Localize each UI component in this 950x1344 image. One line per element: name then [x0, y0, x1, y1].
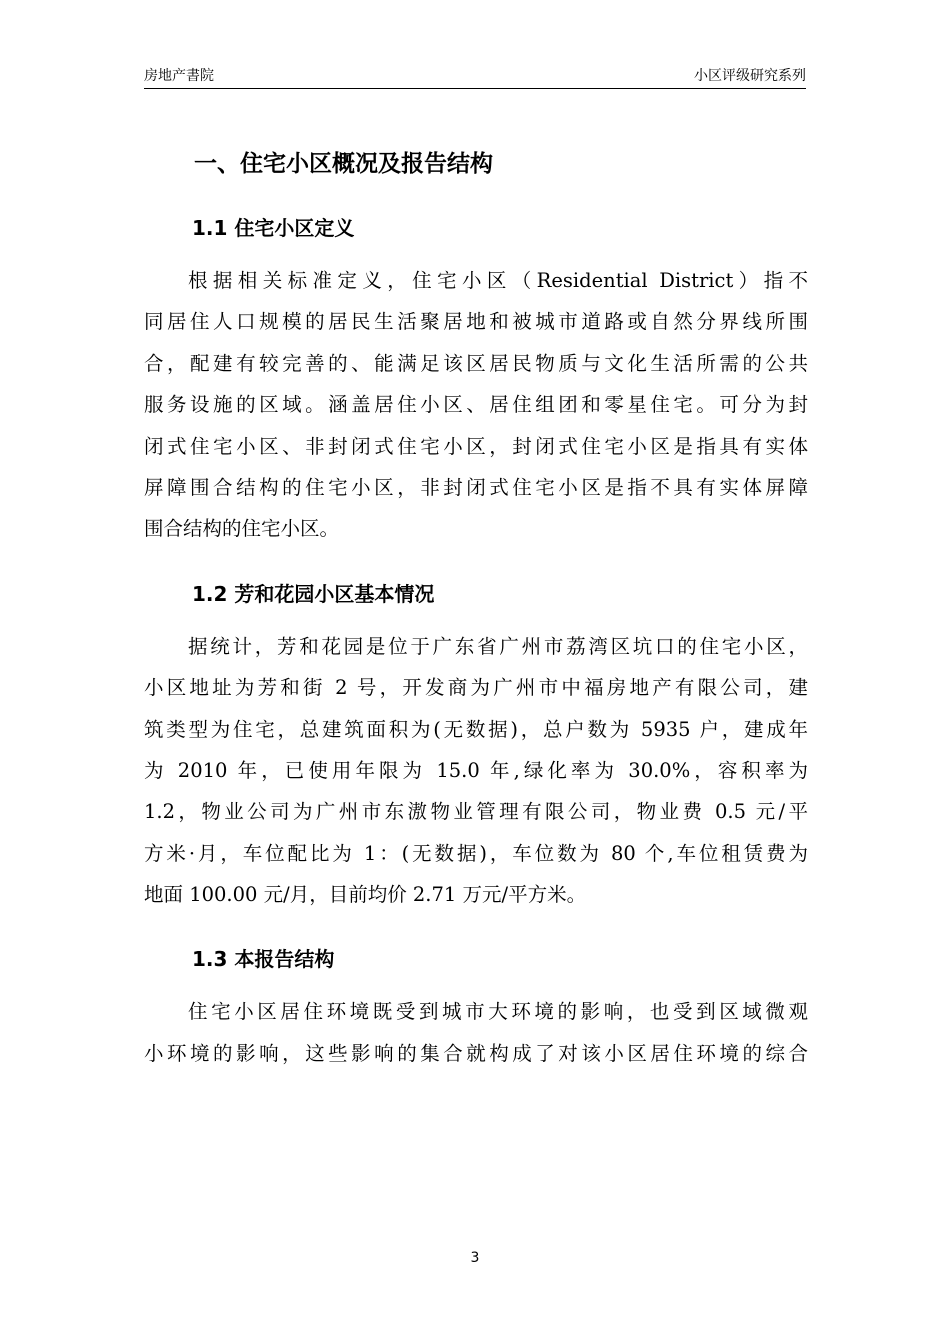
- heading-1-2: 1.2 芳和花园小区基本情况: [192, 581, 435, 606]
- paragraph-line: 小区地址为芳和街 2 号，开发商为广州市中福房地产有限公司，建: [144, 676, 808, 700]
- paragraph-line: 屏障围合结构的住宅小区，非封闭式住宅小区是指不具有实体屏障: [144, 475, 808, 499]
- heading-1-3: 1.3 本报告结构: [192, 947, 335, 972]
- paragraph-report-structure: [144, 991, 808, 1074]
- header-right-title: 小区评级研究系列: [694, 68, 806, 84]
- section-title: 一、住宅小区概况及报告结构: [194, 151, 493, 177]
- page-number: 3: [470, 1250, 480, 1266]
- paragraph-basic-info: [144, 626, 808, 916]
- paragraph-line: 为 2010 年，已使用年限为 15.0 年,绿化率为 30.0%，容积率为: [144, 758, 808, 782]
- paragraph-line: 筑类型为住宅，总建筑面积为(无数据)，总户数为 5935 户，建成年: [144, 717, 808, 741]
- paragraph-line: 根据相关标准定义，住宅小区（Residential District）指不: [188, 269, 808, 292]
- paragraph-line: 据统计，芳和花园是位于广东省广州市荔湾区坑口的住宅小区，: [188, 634, 808, 658]
- paragraph-line: 地面 100.00 元/月，目前均价 2.71 万元/平方米。: [144, 883, 587, 907]
- paragraph-definition: [144, 260, 808, 550]
- paragraph-line: 同居住人口规模的居民生活聚居地和被城市道路或自然分界线所围: [144, 310, 808, 334]
- heading-1-1: 1.1 住宅小区定义: [192, 216, 355, 240]
- paragraph-line: 合，配建有较完善的、能满足该区居民物质与文化生活所需的公共: [144, 351, 808, 375]
- paragraph-line: 住宅小区居住环境既受到城市大环境的影响，也受到区域微观: [188, 1000, 808, 1024]
- document-body: [144, 140, 808, 1074]
- paragraph-line: 方米·月，车位配比为 1：(无数据)，车位数为 80 个,车位租赁费为: [144, 841, 808, 865]
- paragraph-line: 小环境的影响，这些影响的集合就构成了对该小区居住环境的综合: [144, 1041, 808, 1065]
- paragraph-line: 1.2，物业公司为广州市东滶物业管理有限公司，物业费 0.5 元/平: [144, 800, 808, 824]
- paragraph-line: 服务设施的区域。涵盖居住小区、居住组团和零星住宅。可分为封: [144, 393, 808, 417]
- header-left-title: 房地产書院: [144, 68, 214, 84]
- paragraph-line: 闭式住宅小区、非封闭式住宅小区，封闭式住宅小区是指具有实体: [144, 434, 808, 458]
- header-divider: [144, 88, 806, 89]
- paragraph-line: 围合结构的住宅小区。: [144, 517, 340, 541]
